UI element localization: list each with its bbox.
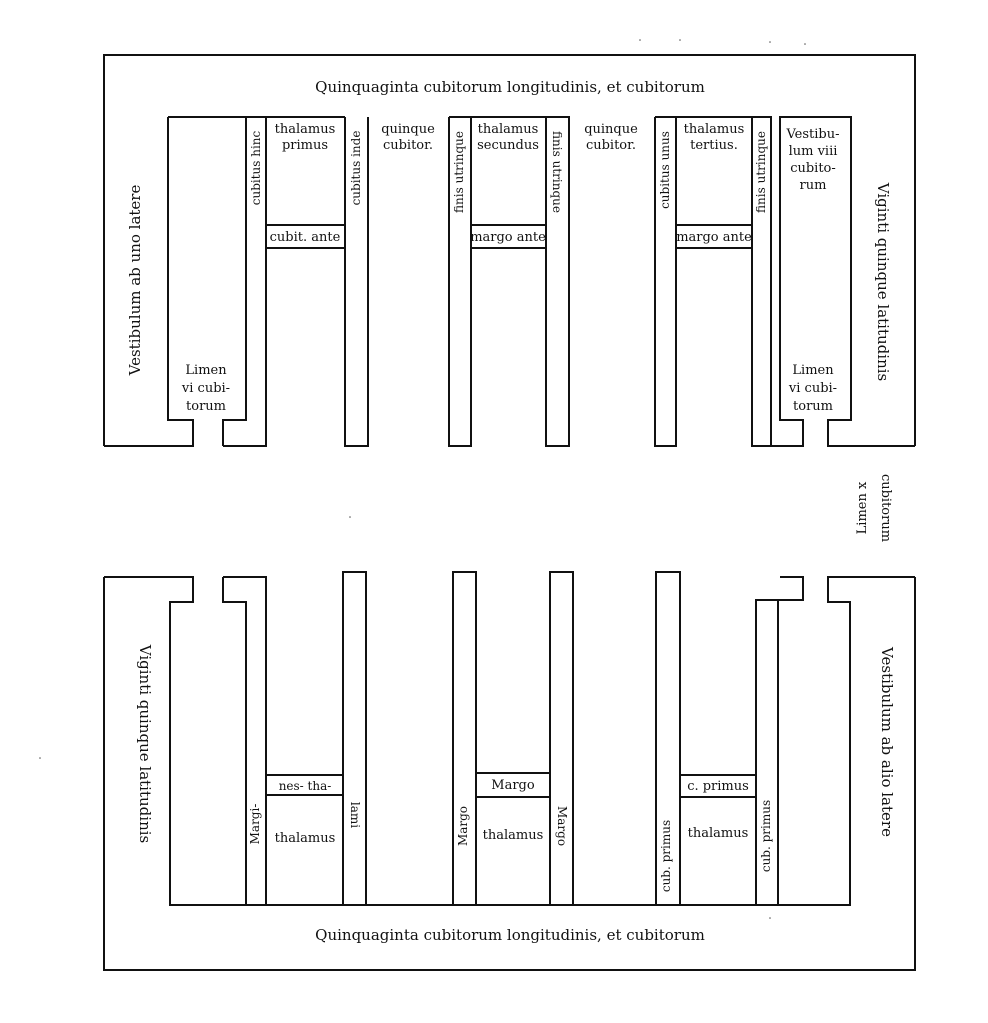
vestibulum-label-line2: lum viii (788, 144, 838, 159)
vestibulum-label-line4: rum (799, 178, 827, 193)
quinque-cubitor-2-line2: cubitor. (585, 138, 637, 153)
thalamus-bottom-2: thalamus (482, 828, 544, 843)
left-bottom-side-label: Viginti quinque latitudinis (136, 644, 154, 844)
nes-tha-label: nes- tha- (278, 779, 332, 793)
margo-bottom-top-label: Margo (491, 778, 535, 793)
thalamus-bottom-1: thalamus (274, 831, 336, 846)
finis-utrinque-1-label: finis utrinque (452, 131, 466, 213)
quinque-cubitor-1-line1: quinque (381, 122, 435, 137)
limen-left-line3: torum (186, 399, 226, 414)
finis-utrinque-3-label: finis utrinque (754, 131, 768, 213)
right-top-side-label: Viginti quinque latitudinis (874, 182, 892, 382)
vestibulum-label-line1: Vestibu- (786, 127, 840, 142)
limen-x-line1: Limen x (855, 481, 870, 535)
margo-ante-2-label: margo ante (676, 230, 752, 245)
quinque-cubitor-1-line2: cubitor. (382, 138, 434, 153)
thalamus-tertius-line1: thalamus (683, 122, 745, 137)
c-primus-label: c. primus (687, 779, 749, 794)
cubitus-hinc-label: cubitus hinc (249, 130, 263, 206)
cubitus-inde-label: cubitus inde (349, 130, 363, 206)
limen-left-line1: Limen (185, 363, 227, 378)
left-top-side-label: Vestibulum ab uno latere (126, 184, 144, 376)
quinque-cubitor-2-line1: quinque (584, 122, 638, 137)
right-bottom-side-label: Vestibulum ab alio latere (878, 647, 896, 837)
margo-bottom-left-label: Margo (456, 805, 470, 847)
margines-label: Margi- (248, 803, 262, 845)
cub-primus-left-label: cub. primus (659, 819, 673, 893)
limen-left-line2: vi cubi- (181, 381, 231, 396)
cubitus-unus-label: cubitus unus (658, 131, 672, 209)
thalamus-tertius-line2: tertius. (690, 138, 738, 153)
thalamus-primus-line1: thalamus (274, 122, 336, 137)
bottom-building-outline (104, 572, 915, 970)
limen-right-line1: Limen (792, 363, 834, 378)
thalamus-secundus-line2: secundus (477, 138, 539, 153)
thalamus-secundus-line1: thalamus (477, 122, 539, 137)
limen-right-line3: torum (793, 399, 833, 414)
margo-bottom-right-label: Margo (555, 805, 569, 847)
limen-x-line2: cubitorum (878, 473, 893, 543)
thalamus-bottom-3: thalamus (687, 826, 749, 841)
bottom-title: Quinquaginta cubitorum longitudinis, et cubitorum (315, 926, 705, 944)
cub-primus-right-label: cub. primus (759, 799, 773, 873)
limen-right-line2: vi cubi- (788, 381, 838, 396)
lami-label: lami (348, 801, 362, 829)
margo-ante-1-label: margo ante (470, 230, 546, 245)
top-title: Quinquaginta cubitorum longitudinis, et cubitorum (315, 78, 705, 96)
vestibulum-label-line3: cubito- (790, 161, 836, 176)
thalamus-primus-line2: primus (281, 138, 329, 153)
cubit-ante-label: cubit. ante (269, 230, 341, 245)
finis-utrinque-2-label: finis utrinque (550, 131, 564, 213)
